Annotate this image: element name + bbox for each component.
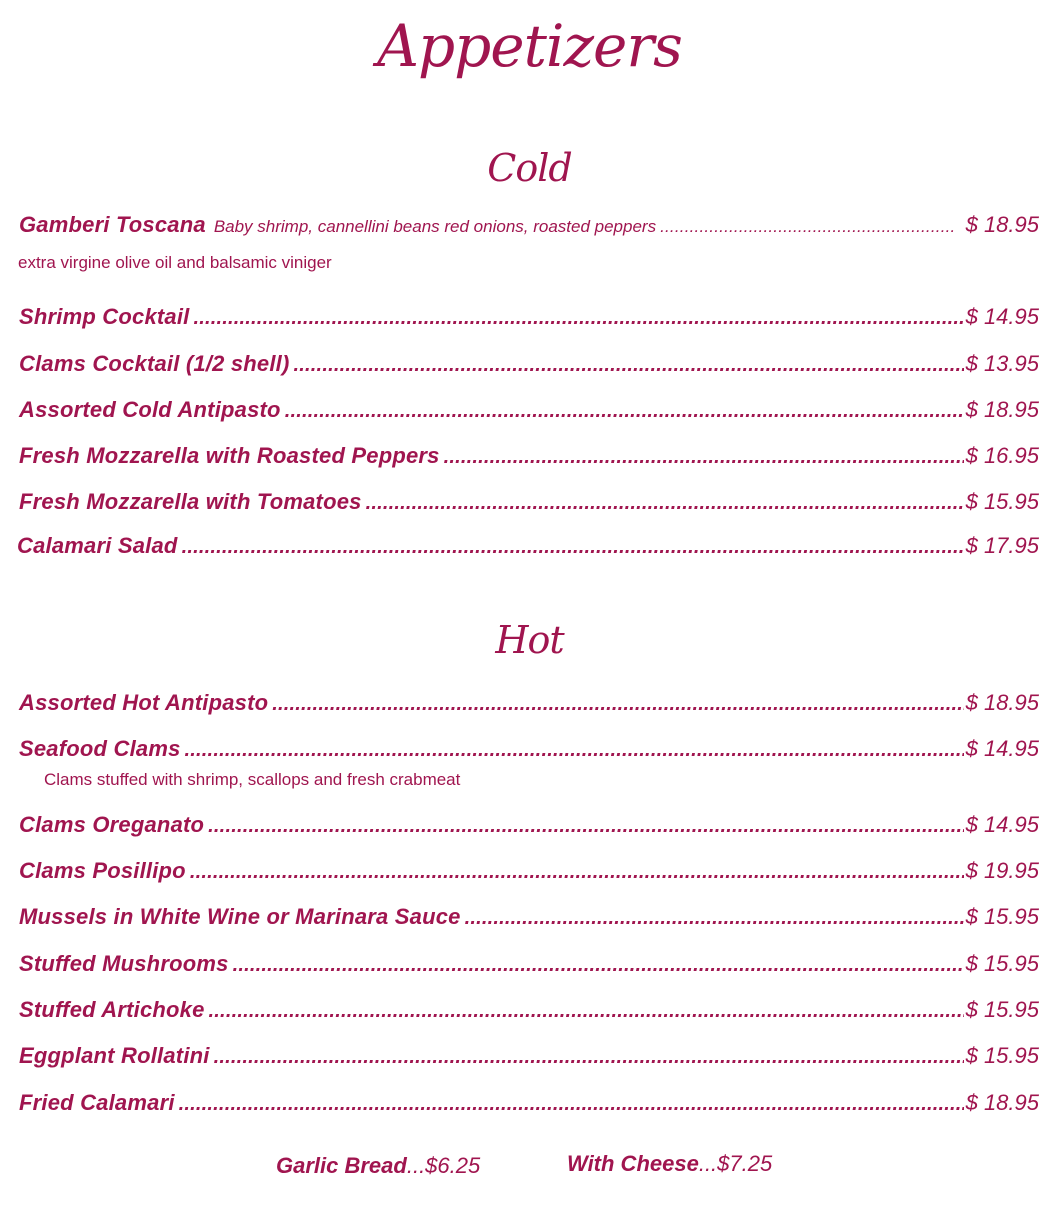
menu-item <box>19 1090 1039 1120</box>
menu-item <box>19 997 1039 1027</box>
item-price: $ 15.95 <box>965 997 1039 1022</box>
menu-item <box>17 533 1039 563</box>
item-price: $ 14.95 <box>965 812 1039 837</box>
menu-item <box>19 489 1039 519</box>
item-name: Fresh Mozzarella with Roasted Peppers <box>19 443 440 468</box>
item-price: $ 15.95 <box>965 904 1039 929</box>
menu-item <box>19 443 1039 473</box>
item-name: Mussels in White Wine or Marinara Sauce <box>19 904 461 929</box>
dot-leader <box>209 1000 964 1023</box>
item-price: $ 18.95 <box>965 690 1039 715</box>
item-name: Stuffed Artichoke <box>19 997 205 1022</box>
item-name: Assorted Cold Antipasto <box>19 397 281 422</box>
dot-leader <box>182 536 964 559</box>
item-description: Baby shrimp, cannellini beans red onions, roasted peppers <box>213 217 657 236</box>
dot-leader <box>444 446 964 469</box>
dot-leader <box>193 307 963 330</box>
item-name: Seafood Clams <box>19 736 181 761</box>
dot-leader <box>366 492 964 515</box>
dot-leader <box>660 217 956 237</box>
dot-leader <box>185 739 964 762</box>
item-name: Fried Calamari <box>19 1090 175 1115</box>
section-heading-hot: Hot <box>495 618 564 662</box>
item-name: Calamari Salad <box>17 533 178 558</box>
dot-leader <box>233 954 964 977</box>
menu-item <box>19 736 1039 766</box>
dot-leader <box>465 907 964 930</box>
dot-leader <box>179 1093 964 1116</box>
extra-item-garlic-bread <box>276 1153 480 1179</box>
item-name: Assorted Hot Antipasto <box>19 690 269 715</box>
extra-price: ...$6.25 <box>406 1153 481 1178</box>
item-price: $ 15.95 <box>965 489 1039 514</box>
item-name: Shrimp Cocktail <box>19 304 190 329</box>
menu-item <box>19 858 1039 888</box>
dot-leader <box>190 861 964 884</box>
item-price: $ 14.95 <box>965 304 1039 329</box>
page-title: Appetizers <box>377 12 682 80</box>
item-price: $ 19.95 <box>965 858 1039 883</box>
dot-leader <box>272 693 963 716</box>
item-price: $ 15.95 <box>965 951 1039 976</box>
dot-leader <box>294 354 964 377</box>
menu-item-gamberi-toscana <box>19 212 1039 242</box>
item-name: Fresh Mozzarella with Tomatoes <box>19 489 362 514</box>
item-name: Eggplant Rollatini <box>19 1043 210 1068</box>
menu-item <box>19 304 1039 334</box>
menu-item <box>19 904 1039 934</box>
item-price: $ 17.95 <box>965 533 1039 558</box>
dot-leader <box>214 1046 964 1069</box>
menu-item <box>19 951 1039 981</box>
menu-item <box>19 351 1039 381</box>
item-price: $ 18.95 <box>965 212 1039 237</box>
item-price: $ 18.95 <box>965 1090 1039 1115</box>
item-price: $ 18.95 <box>965 397 1039 422</box>
item-name: Clams Cocktail (1/2 shell) <box>19 351 290 376</box>
dot-leader <box>285 400 964 423</box>
item-description: Clams stuffed with shrimp, scallops and fresh crabmeat <box>44 770 461 789</box>
section-heading-cold: Cold <box>487 146 572 190</box>
item-name: Clams Posillipo <box>19 858 186 883</box>
menu-item <box>19 397 1039 427</box>
item-name: Clams Oreganato <box>19 812 205 837</box>
item-price: $ 15.95 <box>965 1043 1039 1068</box>
item-description-continued: extra virgine olive oil and balsamic viniger <box>18 253 332 272</box>
extra-price: ...$7.25 <box>698 1151 773 1176</box>
menu-item <box>19 812 1039 842</box>
menu-item <box>19 1043 1039 1073</box>
menu-item <box>19 690 1039 720</box>
extra-name: With Cheese <box>567 1151 699 1176</box>
item-name: Stuffed Mushrooms <box>19 951 229 976</box>
extra-item-with-cheese <box>567 1151 772 1177</box>
item-price: $ 14.95 <box>965 736 1039 761</box>
item-name: Gamberi Toscana <box>19 212 206 237</box>
extra-name: Garlic Bread <box>276 1153 407 1178</box>
dot-leader <box>208 815 963 838</box>
item-price: $ 13.95 <box>965 351 1039 376</box>
item-price: $ 16.95 <box>965 443 1039 468</box>
